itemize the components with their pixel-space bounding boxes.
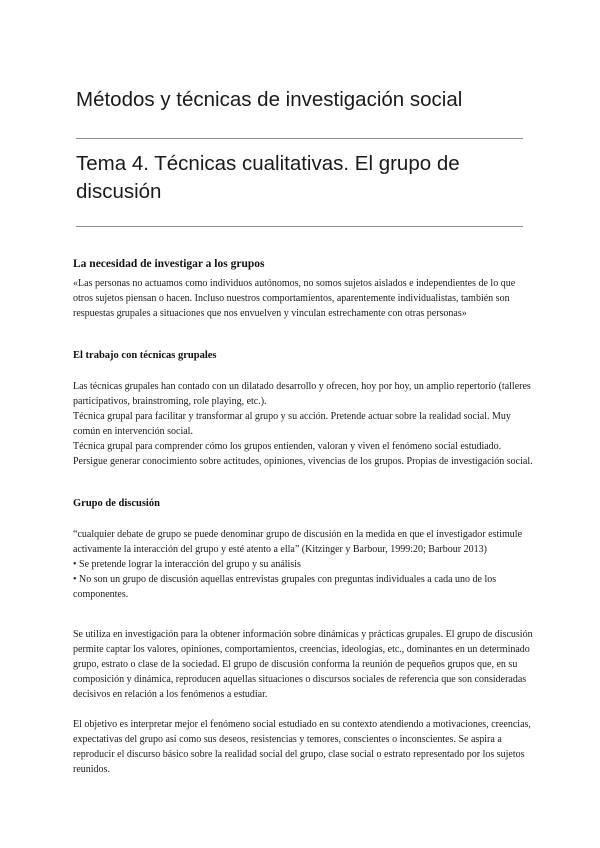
paragraph: Técnica grupal para facilitar y transformar al grupo y su acción. Pretende actuar sobre la realidad social. Muy común en intervención social. bbox=[73, 411, 511, 437]
paragraph: Se utiliza en investigación para la obtener información sobre dinámicas y prácticas grupales. El grupo de discusión permite captar los valores, opiniones, comportamientos, creencias, ideologías, etc., dominantes en un determinado grupo, estrato o clase de la sociedad. El grupo de discusión conforma la reunión de pequeños grupos que, en su composición y dinámica, reproducen aquellas situaciones o discursos sociales de referencia que son consideradas decisivos en relación a los fenómenos a estudiar. bbox=[73, 629, 533, 700]
divider bbox=[76, 226, 523, 227]
paragraph: Técnica grupal para comprender cómo los grupos entienden, valoran y viven el fenómeno social estudiado. Persigue generar conocimiento sobre actitudes, opiniones, vivencias de los grupos. Propias de investigación social. bbox=[73, 441, 533, 467]
section-body bbox=[73, 527, 533, 602]
quote-paragraph: «Las personas no actuamos como individuos autónomos, no somos sujetos aislados e independientes de lo que otros sujetos piensan o hacen. Incluso nuestros comportamientos, aparentemente individualistas, también son respuestas grupales a situaciones que nos envuelven y vinculan estrechamente con otras personas» bbox=[73, 278, 516, 319]
document-title: Métodos y técnicas de investigación social bbox=[76, 88, 463, 111]
bullet-item: • No son un grupo de discusión aquellas entrevistas grupales con preguntas individuales a cada uno de los componentes. bbox=[73, 574, 497, 600]
section-heading: El trabajo con técnicas grupales bbox=[73, 350, 217, 361]
bullet-item: • Se pretende lograr la interacción del grupo y su análisis bbox=[73, 559, 301, 570]
section-body bbox=[73, 717, 533, 777]
divider bbox=[76, 138, 523, 139]
section-body bbox=[73, 276, 533, 321]
section-heading: La necesidad de investigar a los grupos bbox=[73, 258, 265, 270]
section-body bbox=[73, 627, 533, 702]
topic-title: Tema 4. Técnicas cualitativas. El grupo de discusión bbox=[76, 152, 460, 203]
section-heading: Grupo de discusión bbox=[73, 498, 160, 509]
paragraph: Las técnicas grupales han contado con un dilatado desarrollo y ofrecen, hoy por hoy, un amplio repertorio (talleres participativos, brainstroming, role playing, etc.). bbox=[73, 381, 531, 407]
section-body bbox=[73, 379, 533, 469]
quote-paragraph: “cualquier debate de grupo se puede denominar grupo de discusión en la medida en que el investigador estimule activamente la interacción del grupo y esté atento a ella” (Kitzinger y Barbour, 1999:20; Barbour 2013) bbox=[73, 529, 523, 555]
paragraph: El objetivo es interpretar mejor el fenómeno social estudiado en su contexto atendiendo a motivaciones, creencias, expectativas del grupo así como sus deseos, resistencias y temores, conscientes o inconscientes. Se aspira a reproducir el discurso básico sobre la realidad social del grupo, clase social o estrato representado por los sujetos reunidos. bbox=[73, 719, 531, 775]
